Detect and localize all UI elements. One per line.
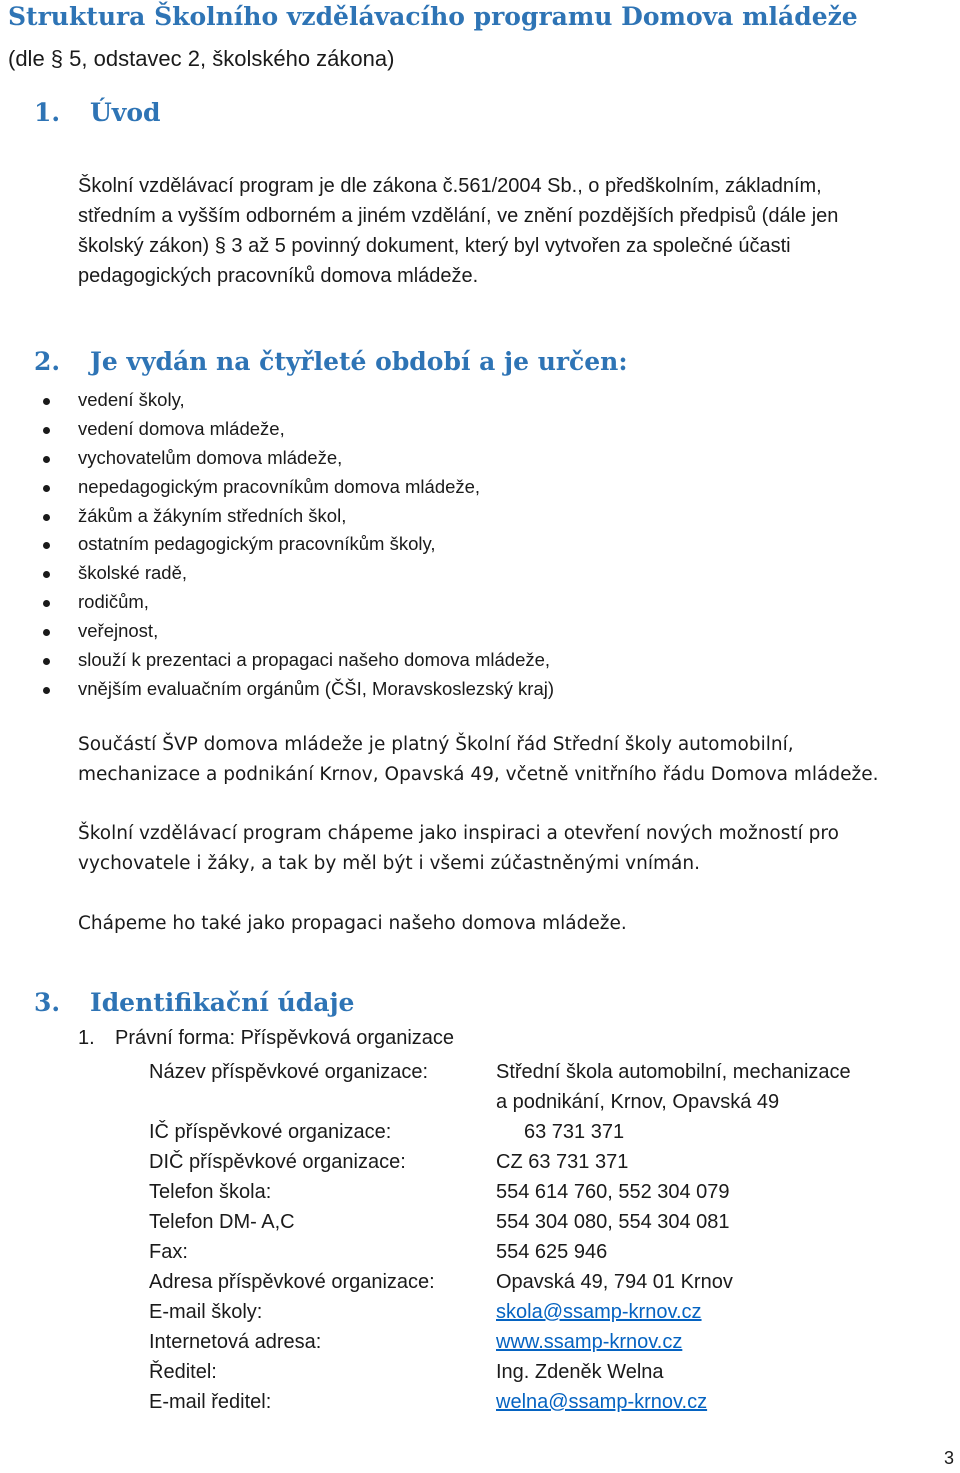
info-value bbox=[496, 1327, 682, 1357]
paragraph-svp-part bbox=[78, 730, 958, 790]
bullet-icon bbox=[43, 629, 50, 636]
list-item: slouží k prezentaci a propagaci našeho domova mládeže, bbox=[0, 646, 554, 675]
list-item: žákům a žákyním středních škol, bbox=[0, 502, 554, 531]
info-value: 554 304 080, 554 304 081 bbox=[496, 1211, 730, 1233]
legal-form-line bbox=[78, 1027, 454, 1050]
info-value: 554 625 946 bbox=[496, 1241, 608, 1263]
info-label: E-mail ředitel: bbox=[149, 1391, 272, 1413]
info-label: Název příspěvkové organizace: bbox=[149, 1061, 429, 1083]
info-value: Opavská 49, 794 01 Krnov bbox=[496, 1271, 733, 1293]
bullet-icon bbox=[43, 456, 50, 463]
paragraph-propagation bbox=[78, 909, 958, 939]
info-value bbox=[496, 1387, 707, 1417]
info-value: 63 731 371 bbox=[524, 1121, 625, 1143]
section-title: Identifikační údaje bbox=[90, 988, 355, 1017]
paragraph-line: pedagogických pracovníků domova mládeže. bbox=[78, 265, 479, 287]
bullet-icon bbox=[43, 687, 50, 694]
section-title: Je vydán na čtyřleté období a je určen: bbox=[90, 347, 628, 376]
paragraph-line: středním a vyšším odborném a jiném vzdělání, ve znění pozdějších předpisů (dále jen bbox=[78, 205, 839, 227]
info-label: Fax: bbox=[149, 1241, 188, 1263]
section-heading-urceni bbox=[34, 347, 628, 376]
list-item: ostatním pedagogickým pracovníkům školy, bbox=[0, 530, 554, 559]
section-title: Úvod bbox=[90, 98, 161, 127]
bullet-icon bbox=[43, 514, 50, 521]
legal-form-text: Právní forma: Příspěvková organizace bbox=[115, 1027, 455, 1049]
info-value: Střední škola automobilní, mechanizace a podnikání, Krnov, Opavská 49 bbox=[496, 1061, 851, 1113]
list-item: veřejnost, bbox=[0, 617, 554, 646]
info-label: Telefon škola: bbox=[149, 1181, 272, 1203]
bullet-icon bbox=[43, 658, 50, 665]
document-title: Struktura Školního vzdělávacího programu Domova mládeže bbox=[8, 2, 858, 31]
paragraph-inspiration bbox=[78, 819, 958, 879]
section-number: 3. bbox=[34, 988, 61, 1017]
intro-paragraph bbox=[78, 171, 958, 291]
list-item: vedení domova mládeže, bbox=[0, 415, 554, 444]
section-number: 2. bbox=[34, 347, 61, 376]
info-label: IČ příspěvkové organizace: bbox=[149, 1121, 392, 1143]
paragraph-line: školský zákon) § 3 až 5 povinný dokument, který byl vytvořen za společné účasti bbox=[78, 235, 791, 257]
page-number: 3 bbox=[943, 1448, 954, 1468]
info-label: Ředitel: bbox=[149, 1361, 217, 1383]
info-value: Ing. Zdeněk Welna bbox=[496, 1361, 664, 1383]
section-heading-identifikace bbox=[34, 988, 354, 1017]
info-label: Internetová adresa: bbox=[149, 1331, 322, 1353]
info-label: E-mail školy: bbox=[149, 1301, 263, 1323]
paragraph-line: Chápeme ho také jako propagaci našeho domova mládeže. bbox=[78, 913, 627, 934]
info-label: Adresa příspěvkové organizace: bbox=[149, 1271, 435, 1293]
list-item: rodičům, bbox=[0, 588, 554, 617]
legal-form-number: 1. bbox=[78, 1027, 95, 1049]
list-item: vychovatelům domova mládeže, bbox=[0, 444, 554, 473]
audience-list bbox=[0, 386, 554, 704]
bullet-icon bbox=[43, 427, 50, 434]
info-value bbox=[496, 1297, 702, 1327]
info-label: DIČ příspěvkové organizace: bbox=[149, 1151, 406, 1173]
paragraph-line: Součástí ŠVP domova mládeže je platný Školní řád Střední školy automobilní, bbox=[78, 734, 794, 755]
info-value: CZ 63 731 371 bbox=[496, 1151, 629, 1173]
bullet-icon bbox=[43, 600, 50, 607]
list-item: vnějším evaluačním orgánům (ČŠI, Moravskoslezský kraj) bbox=[0, 675, 554, 704]
paragraph-line: Školní vzdělávací program chápeme jako inspiraci a otevření nových možností pro bbox=[78, 823, 839, 844]
paragraph-line: Školní vzdělávací program je dle zákona č.561/2004 Sb., o předškolním, základním, bbox=[78, 175, 822, 197]
bullet-icon bbox=[43, 571, 50, 578]
bullet-icon bbox=[43, 485, 50, 492]
school-email-link[interactable]: skola@ssamp-krnov.cz bbox=[496, 1301, 702, 1323]
paragraph-line: vychovatele i žáky, a tak by měl být i všemi zúčastněnými vnímán. bbox=[78, 853, 700, 874]
info-value: 554 614 760, 552 304 079 bbox=[496, 1181, 730, 1203]
info-label: Telefon DM- A,C bbox=[149, 1211, 295, 1233]
website-link[interactable]: www.ssamp-krnov.cz bbox=[496, 1331, 683, 1353]
list-item: nepedagogickým pracovníkům domova mládeže, bbox=[0, 473, 554, 502]
paragraph-line: mechanizace a podnikání Krnov, Opavská 49, včetně vnitřního řádu Domova mládeže. bbox=[78, 764, 879, 785]
section-number: 1. bbox=[34, 98, 61, 127]
section-heading-uvod bbox=[34, 98, 160, 127]
bullet-icon bbox=[43, 542, 50, 549]
list-item: školské radě, bbox=[0, 559, 554, 588]
bullet-icon bbox=[43, 398, 50, 405]
document-subtitle: (dle § 5, odstavec 2, školského zákona) bbox=[8, 46, 395, 71]
list-item: vedení školy, bbox=[0, 386, 554, 415]
director-email-link[interactable]: welna@ssamp-krnov.cz bbox=[496, 1391, 708, 1413]
